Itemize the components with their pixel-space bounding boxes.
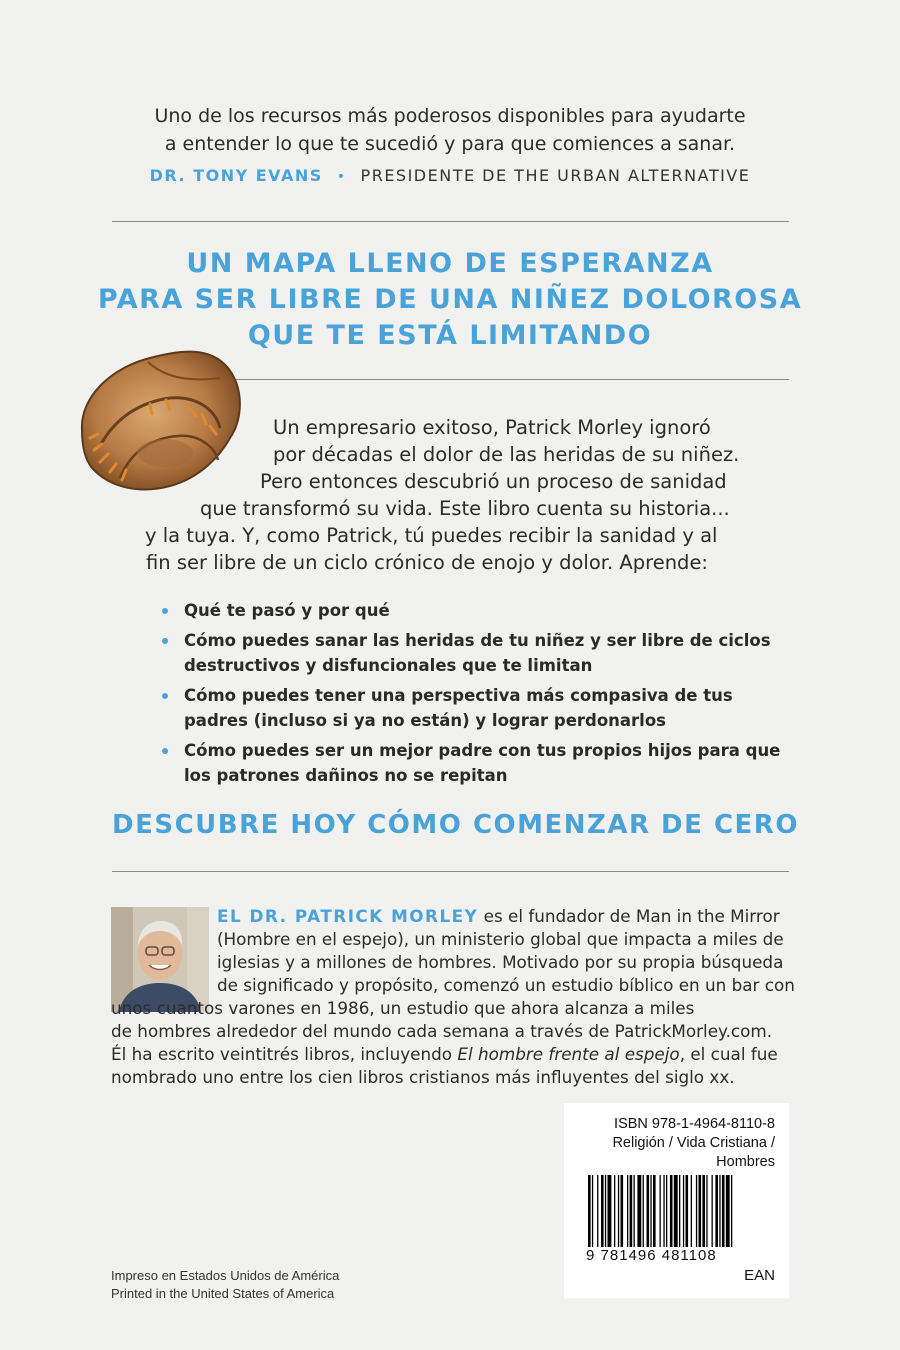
endorsement-quote [100, 102, 800, 158]
category-text: Hombres [716, 1154, 775, 1170]
separator-dot: • [336, 169, 347, 185]
quote-attribution [100, 166, 800, 185]
quote-line: a entender lo que te sucedió y para que comiences a sanar. [164, 133, 736, 155]
quote-line: Uno de los recursos más poderosos disponibles para ayudarte [154, 105, 746, 127]
bullet-dot [162, 638, 168, 644]
barcode-bar [588, 1175, 591, 1247]
barcode-bar [722, 1175, 725, 1247]
bio-line: unos cuantos varones en 1986, un estudio que ahora alcanza a miles [111, 998, 695, 1018]
bio-line: iglesias y a millones de hombres. Motivado por su propia búsqueda [217, 952, 784, 972]
list-item-text: Cómo puedes sanar las heridas de tu niñez y ser libre de ciclos destructivos y disfuncionales que te limitan [184, 631, 771, 675]
barcode-bar [706, 1175, 707, 1247]
barcode-bar [731, 1175, 732, 1247]
bullet-dot [162, 748, 168, 754]
description-line: Un empresario exitoso, Patrick Morley ignoró [273, 416, 711, 439]
barcode-bar [637, 1175, 641, 1247]
headline-line: PARA SER LIBRE DE UNA NIÑEZ DOLOROSA [97, 284, 803, 315]
ean-label: EAN [744, 1267, 775, 1284]
bio-line: (Hombre en el espejo), un ministerio global que impacta a miles de [217, 929, 784, 949]
barcode-bar [674, 1175, 678, 1247]
list-item-text: Cómo puedes tener una perspectiva más compasiva de tus padres (incluso si ya no están) y lograr perdonarlos [184, 686, 733, 730]
barcode-bar [643, 1175, 644, 1247]
bio-line [217, 905, 780, 928]
bio-text: Él ha escrito veintitrés libros, incluyendo [111, 1044, 458, 1064]
isbn-text: ISBN 978-1-4964-8110-8 [614, 1116, 775, 1132]
barcode-bar [712, 1175, 713, 1247]
divider [112, 221, 789, 222]
barcode-bar [634, 1175, 635, 1247]
barcode-bar [679, 1175, 680, 1247]
barcode-bar [686, 1175, 689, 1247]
book-title: El hombre frente al espejo [457, 1044, 680, 1064]
barcode-bar [653, 1175, 656, 1247]
barcode-bar [666, 1175, 667, 1247]
bio-line: de hombres alrededor del mundo cada semana a través de PatrickMorley.com. [111, 1021, 773, 1041]
barcode-bar [605, 1175, 606, 1247]
headline-line: UN MAPA LLENO DE ESPERANZA [186, 248, 714, 279]
barcode-bar [702, 1175, 705, 1247]
divider [112, 871, 789, 872]
list-item [160, 598, 800, 623]
barcode-bar [627, 1175, 628, 1247]
barcode-bar [663, 1175, 664, 1247]
category-text: Religión / Vida Cristiana / [612, 1135, 775, 1151]
description-line: por décadas el dolor de las heridas de su niñez. [273, 443, 740, 466]
divider [232, 379, 789, 380]
bullet-dot [162, 693, 168, 699]
description-line: que transformó su vida. Este libro cuenta su historia... [200, 497, 730, 520]
barcode-bar [670, 1175, 673, 1247]
barcode-bar [691, 1175, 692, 1247]
barcode-bar [683, 1175, 684, 1247]
barcode-bar [726, 1175, 730, 1247]
description-line: fin ser libre de un ciclo crónico de enojo y dolor. Aprende: [146, 551, 709, 574]
barcode-bar [592, 1175, 593, 1247]
list-item-text: Cómo puedes ser un mejor padre con tus propios hijos para que los patrones dañinos no se repitan [184, 741, 781, 785]
barcode-bar [618, 1175, 619, 1247]
barcode-bar [601, 1175, 604, 1247]
barcode-bar [699, 1175, 702, 1247]
quote-author-role: PRESIDENTE DE THE URBAN ALTERNATIVE [360, 166, 751, 185]
list-item [160, 738, 800, 788]
barcode-bar [647, 1175, 650, 1247]
bio-line: nombrado uno entre los cien libros cristianos más influyentes del siglo xx. [111, 1067, 735, 1087]
bio-line: de significado y propósito, comenzó un estudio bíblico en un bar con [217, 975, 795, 995]
quote-author: DR. TONY EVANS [149, 166, 323, 185]
benefits-list [160, 598, 800, 793]
bullet-dot [162, 608, 168, 614]
bio-text: es el fundador de Man in the Mirror [478, 906, 780, 926]
list-item [160, 628, 800, 678]
barcode-bar [630, 1175, 633, 1247]
barcode-bar [614, 1175, 615, 1247]
bio-line [111, 1043, 778, 1066]
barcode-bar [715, 1175, 718, 1247]
call-to-action: DESCUBRE HOY CÓMO COMENZAR DE CERO [112, 810, 799, 840]
barcode-bar [660, 1175, 661, 1247]
printed-en: Printed in the United States of America [111, 1286, 335, 1301]
description-line: y la tuya. Y, como Patrick, tú puedes recibir la sanidad y al [145, 524, 718, 547]
barcode-bar [719, 1175, 720, 1247]
printed-notice [111, 1267, 339, 1303]
barcode-box [564, 1103, 789, 1298]
barcode-bar [597, 1175, 598, 1247]
description-line: Pero entonces descubrió un proceso de sanidad [260, 470, 727, 493]
list-item [160, 683, 800, 733]
barcode-digits: 9 781496 481108 [586, 1247, 717, 1264]
printed-es: Impreso en Estados Unidos de América [111, 1268, 340, 1283]
barcode-bar [608, 1175, 612, 1247]
author-name: EL DR. PATRICK MORLEY [217, 906, 479, 926]
bio-text: , el cual fue [679, 1044, 778, 1064]
barcode-bar [621, 1175, 624, 1247]
barcode-bar [696, 1175, 697, 1247]
barcode-bar [650, 1175, 651, 1247]
headline-line: QUE TE ESTÁ LIMITANDO [247, 320, 653, 351]
list-item-text: Qué te pasó y por qué [184, 601, 390, 620]
baseball-glove-image [70, 338, 250, 498]
barcode-bars [588, 1175, 778, 1247]
